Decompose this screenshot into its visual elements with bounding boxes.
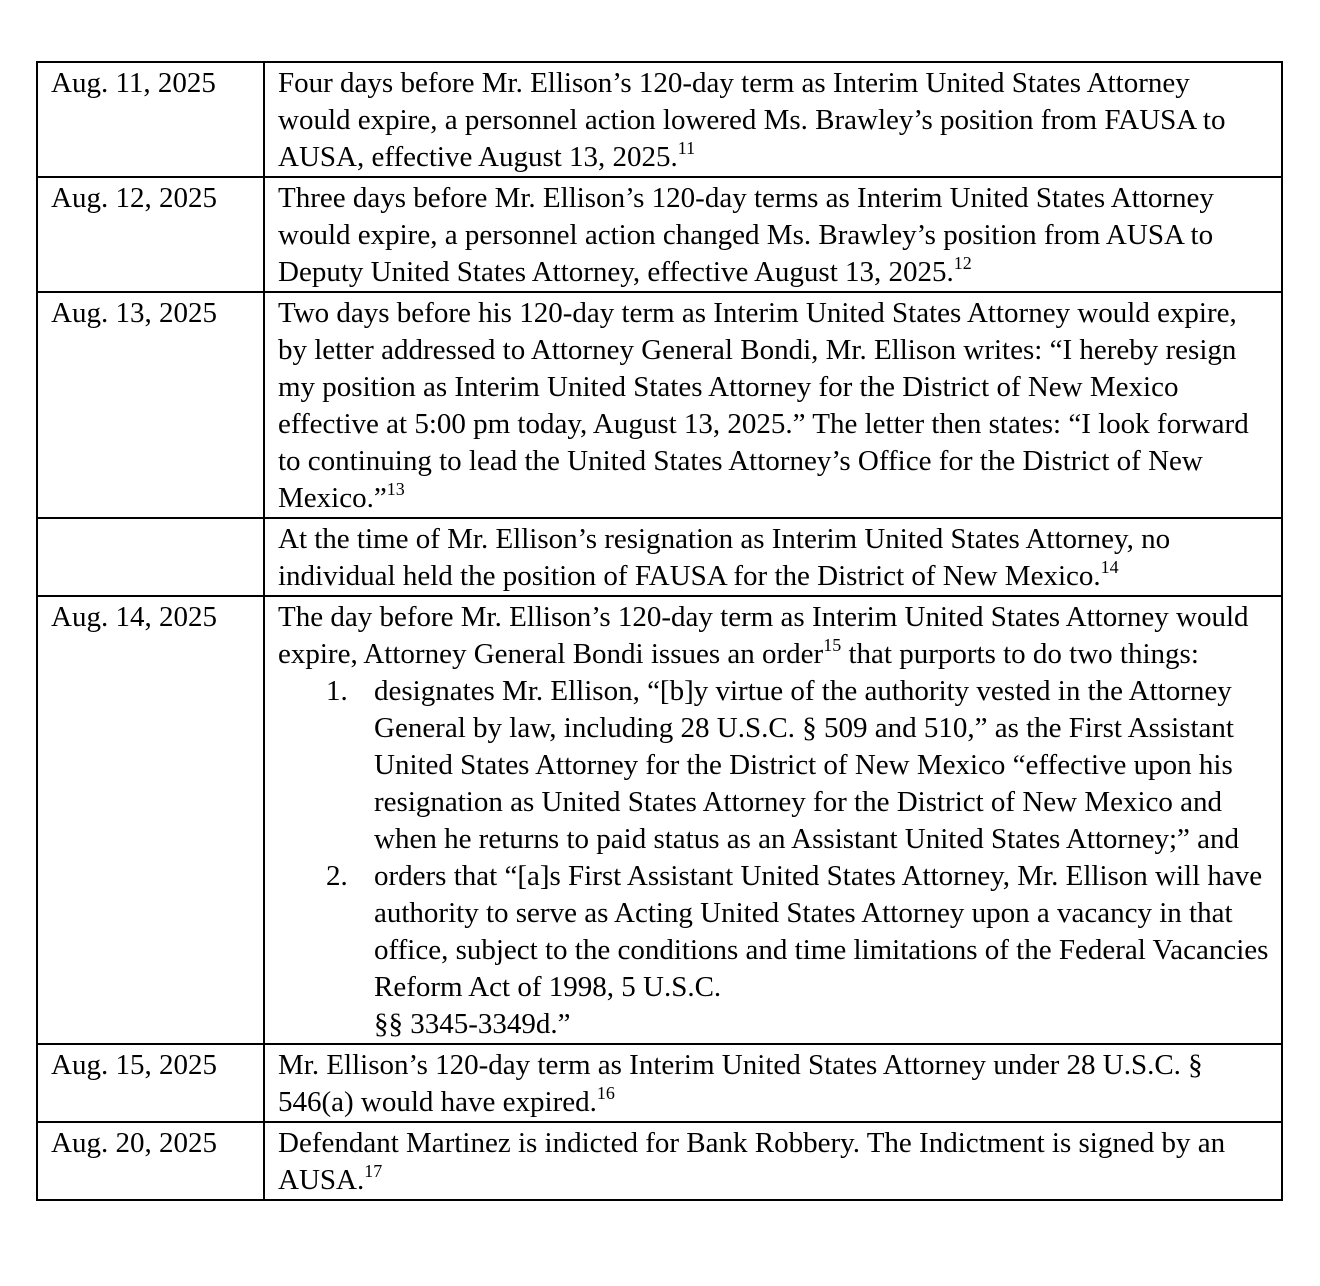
footnote-marker: 14 xyxy=(1100,557,1119,577)
event-text: Three days before Mr. Ellison’s 120-day terms as Interim United States Attorney would expire, a personnel action changed Ms. Brawley’s position from AUSA to Deputy United States Attorney, effective August 13, 2025. xyxy=(278,182,1214,288)
event-cell xyxy=(264,596,1282,1044)
date-cell: Aug. 20, 2025 xyxy=(37,1122,264,1200)
date-cell: Aug. 14, 2025 xyxy=(37,596,264,1044)
list-item xyxy=(278,858,1269,1043)
table-row xyxy=(37,1044,1282,1122)
footnote-marker: 16 xyxy=(596,1083,615,1103)
list-item xyxy=(278,673,1269,858)
timeline-table xyxy=(36,61,1283,1201)
event-intro xyxy=(278,599,1269,673)
table-row xyxy=(37,292,1282,518)
order-items-list xyxy=(278,673,1269,1043)
footnote-marker: 13 xyxy=(386,479,405,499)
event-cell xyxy=(264,292,1282,518)
list-item-text: designates Mr. Ellison, “[b]y virtue of the authority vested in the Attorney General by law, including 28 U.S.C. § 509 and 510,” as the First Assistant United States Attorney for the District of New Mexico “effective upon his resignation as United States Attorney for the District of New Mexico and when he returns to paid status as an Assistant United States Attorney;” and xyxy=(374,675,1240,855)
list-item-number: 2. xyxy=(326,860,348,892)
event-text: Defendant Martinez is indicted for Bank Robbery. The Indictment is signed by an AUSA. xyxy=(278,1127,1226,1196)
event-text: Four days before Mr. Ellison’s 120-day term as Interim United States Attorney would expire, a personnel action lowered Ms. Brawley’s position from FAUSA to AUSA, effective August 13, 2025. xyxy=(278,67,1226,173)
table-row xyxy=(37,596,1282,1044)
table-row xyxy=(37,62,1282,177)
event-text-continued: that purports to do two things: xyxy=(841,638,1199,670)
table-row xyxy=(37,177,1282,292)
event-cell xyxy=(264,62,1282,177)
list-item-text-continued: §§ 3345-3349d.” xyxy=(374,1008,571,1040)
event-cell xyxy=(264,1122,1282,1200)
list-item-text: orders that “[a]s First Assistant United States Attorney, Mr. Ellison will have authority to serve as Acting United States Attorney upon a vacancy in that office, subject to the conditions and time limitations of the Federal Vacancies Reform Act of 1998, 5 U.S.C. xyxy=(374,860,1269,1003)
event-text: At the time of Mr. Ellison’s resignation as Interim United States Attorney, no individual held the position of FAUSA for the District of New Mexico. xyxy=(278,523,1171,592)
event-text: Two days before his 120-day term as Interim United States Attorney would expire, by letter addressed to Attorney General Bondi, Mr. Ellison writes: “I hereby resign my position as Interim United States Attorney for the District of New Mexico effective at 5:00 pm today, August 13, 2025.” The letter then states: “I look forward to continuing to lead the United States Attorney’s Office for the District of New Mexico.” xyxy=(278,297,1249,514)
event-text: Mr. Ellison’s 120-day term as Interim United States Attorney under 28 U.S.C. § 546(a) would have expired. xyxy=(278,1049,1203,1118)
date-cell: Aug. 13, 2025 xyxy=(37,292,264,518)
list-item-number: 1. xyxy=(326,675,348,707)
date-cell: Aug. 12, 2025 xyxy=(37,177,264,292)
table-row xyxy=(37,518,1282,596)
event-cell xyxy=(264,518,1282,596)
footnote-marker: 11 xyxy=(677,138,696,158)
event-cell xyxy=(264,177,1282,292)
footnote-marker: 15 xyxy=(823,635,842,655)
event-cell xyxy=(264,1044,1282,1122)
footnote-marker: 17 xyxy=(364,1161,383,1181)
event-text: The day before Mr. Ellison’s 120-day term as Interim United States Attorney would expire, Attorney General Bondi issues an order xyxy=(278,601,1249,670)
date-cell xyxy=(37,518,264,596)
date-cell: Aug. 15, 2025 xyxy=(37,1044,264,1122)
footnote-marker: 12 xyxy=(953,253,972,273)
table-row xyxy=(37,1122,1282,1200)
date-cell: Aug. 11, 2025 xyxy=(37,62,264,177)
